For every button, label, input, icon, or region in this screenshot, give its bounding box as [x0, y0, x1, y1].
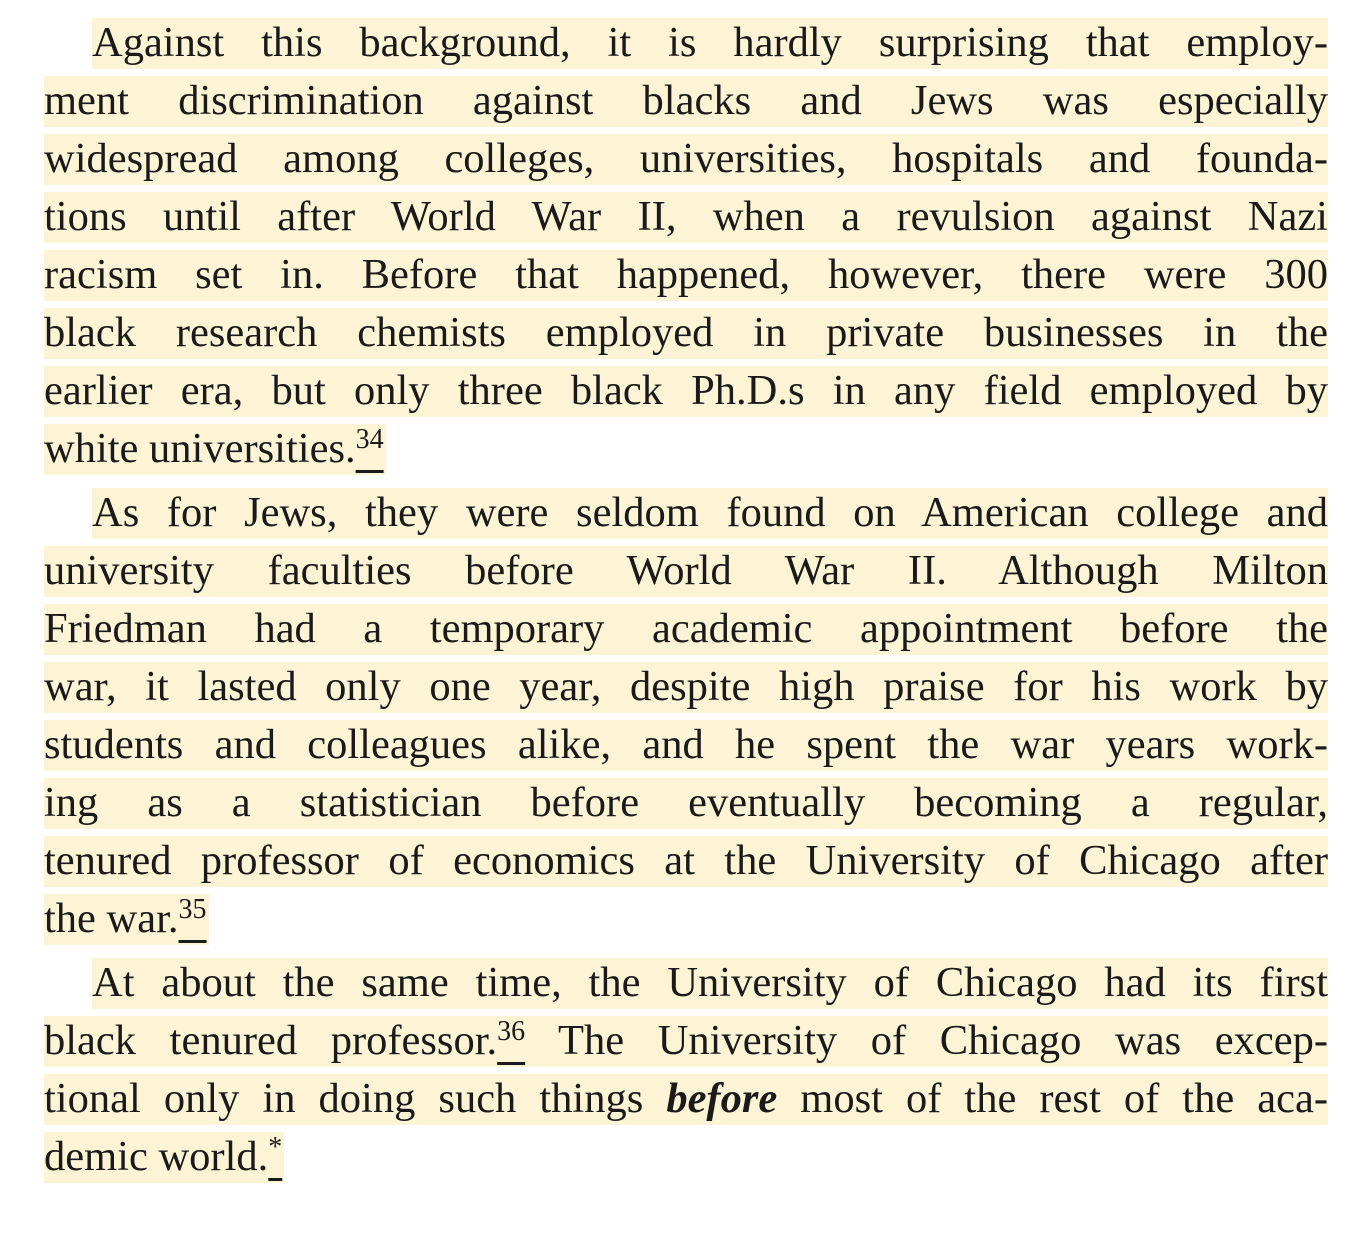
- footnote-link-asterisk[interactable]: *: [268, 1132, 283, 1163]
- text-line: ing as a statistician before eventually becoming a regular,: [44, 774, 1328, 832]
- text-line: [44, 420, 384, 478]
- text-line: Against this background, it is hardly surprising that employ-: [44, 14, 1328, 72]
- paragraph-3: [44, 954, 1328, 1186]
- text-line: ment discrimination against blacks and Jews was especially: [44, 72, 1328, 130]
- line-text: The University of Chicago was excep-: [525, 1017, 1328, 1064]
- line-text: demic world.: [44, 1133, 269, 1180]
- paragraph-1: [44, 14, 1328, 478]
- text-line: students and colleagues alike, and he spent the war years work-: [44, 716, 1328, 774]
- text-line: university faculties before World War II. Although Milton: [44, 542, 1328, 600]
- text-line: tenured professor of economics at the University of Chicago after: [44, 832, 1328, 890]
- text-line: Friedman had a temporary academic appointment before the: [44, 600, 1328, 658]
- text-line: widespread among colleges, universities, hospitals and founda-: [44, 130, 1328, 188]
- footnote-link-36[interactable]: 36: [497, 1016, 526, 1047]
- footnote-link-35[interactable]: 35: [178, 894, 207, 925]
- text-line: black research chemists employed in private businesses in the: [44, 304, 1328, 362]
- text-line: racism set in. Before that happened, however, there were 300: [44, 246, 1328, 304]
- text-line: war, it lasted only one year, despite high praise for his work by: [44, 658, 1328, 716]
- line-text: most of the rest of the aca-: [777, 1075, 1328, 1122]
- text-line: [44, 1128, 282, 1186]
- text-line: tions until after World War II, when a revulsion against Nazi: [44, 188, 1328, 246]
- text-line: [44, 1012, 1328, 1070]
- emphasized-word: before: [666, 1075, 778, 1122]
- text-line: At about the same time, the University of Chicago had its first: [44, 954, 1328, 1012]
- line-text: black tenured professor.: [44, 1017, 498, 1064]
- line-text: tional only in doing such things: [44, 1075, 667, 1122]
- text-line: [44, 890, 207, 948]
- paragraph-2: [44, 484, 1328, 948]
- text-line: earlier era, but only three black Ph.D.s in any field employed by: [44, 362, 1328, 420]
- text-line: [44, 1070, 1328, 1128]
- footnote-link-34[interactable]: 34: [355, 424, 384, 455]
- line-text: white universities.: [44, 425, 356, 472]
- text-line: As for Jews, they were seldom found on American college and: [44, 484, 1328, 542]
- reader-page: [44, 14, 1328, 1192]
- line-text: the war.: [44, 895, 179, 942]
